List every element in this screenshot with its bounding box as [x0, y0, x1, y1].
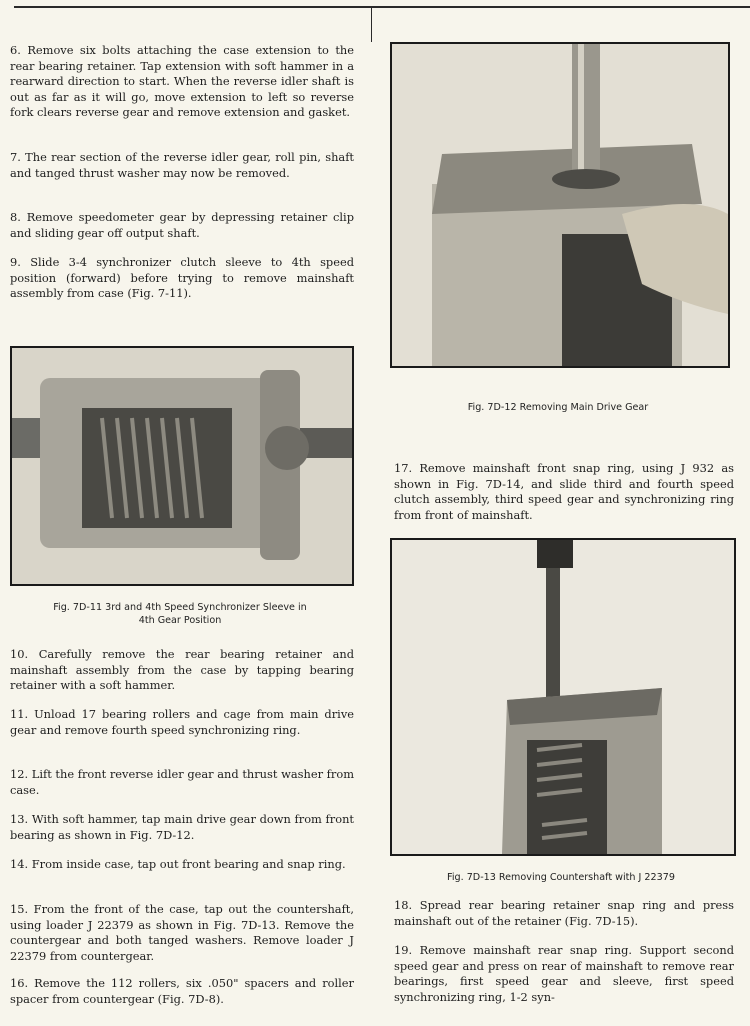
paragraph-17: 17. Remove mainshaft front snap ring, using J 932 as shown in Fig. 7D-14, and slide third and fourth speed clutch assembly, third speed gear and synchronizing ring from front of mainshaft. — [394, 461, 734, 522]
column-rule — [371, 6, 372, 42]
paragraph-14: 14. From inside case, tap out front bearing and snap ring. — [10, 857, 346, 871]
paragraph-9: 9. Slide 3-4 synchronizer clutch sleeve to 4th speed position (forward) before trying to remove mainshaft assembly from case (Fig. 7-11). — [10, 255, 354, 301]
figure-7d11-caption — [10, 601, 350, 627]
paragraph-10: 10. Carefully remove the rear bearing retainer and mainshaft assembly from the case by tapping bearing retainer with a soft hammer. — [10, 647, 354, 693]
figure-7d13-photo — [390, 538, 736, 856]
paragraph-16: 16. Remove the 112 rollers, six .050" spacers and roller spacer from countergear (Fig. 7D-8). — [10, 976, 354, 1006]
paragraph-12: 12. Lift the front reverse idler gear and thrust washer from case. — [10, 767, 354, 797]
figure-7d11-photo — [10, 346, 354, 586]
figure-7d12-caption: Fig. 7D-12 Removing Main Drive Gear — [467, 402, 649, 413]
figure-7d12-photo — [390, 42, 730, 368]
paragraph-19: 19. Remove mainshaft rear snap ring. Support second speed gear and press on rear of mainshaft to remove rear bearings, first speed gear and sleeve, first speed synchronizing ring, 1-2 syn- — [394, 943, 734, 1004]
top-rule — [14, 6, 750, 8]
caption-line-2: 4th Gear Position — [138, 615, 222, 626]
countershaft-removal-illustration — [392, 540, 734, 854]
caption-line-1: Fig. 7D-11 3rd and 4th Speed Synchronizer Sleeve in — [53, 602, 307, 613]
paragraph-8: 8. Remove speedometer gear by depressing retainer clip and sliding gear off output shaft. — [10, 210, 354, 240]
figure-7d13-caption: Fig. 7D-13 Removing Countershaft with J 22379 — [447, 872, 675, 883]
paragraph-18: 18. Spread rear bearing retainer snap ring and press mainshaft out of the retainer (Fig. 7D-15). — [394, 898, 734, 928]
transmission-case-illustration — [12, 348, 352, 584]
paragraph-6: 6. Remove six bolts attaching the case extension to the rear bearing retainer. Tap extension with soft hammer in a rearward direction to start. When the reverse idler shaft is out as far as it will go, move extension to left so reverse fork clears reverse gear and remove extension and gasket. — [10, 43, 354, 120]
paragraph-13: 13. With soft hammer, tap main drive gear down from front bearing as shown in Fig. 7D-12. — [10, 812, 354, 842]
paragraph-7: 7. The rear section of the reverse idler gear, roll pin, shaft and tanged thrust washer may now be removed. — [10, 150, 354, 180]
paragraph-11: 11. Unload 17 bearing rollers and cage from main drive gear and remove fourth speed synchronizing ring. — [10, 707, 354, 737]
main-drive-gear-illustration — [392, 44, 728, 366]
paragraph-15: 15. From the front of the case, tap out the countershaft, using loader J 22379 as shown in Fig. 7D-13. Remove the countergear and both tanged washers. Remove loader J 22379 from countergear. — [10, 902, 354, 963]
